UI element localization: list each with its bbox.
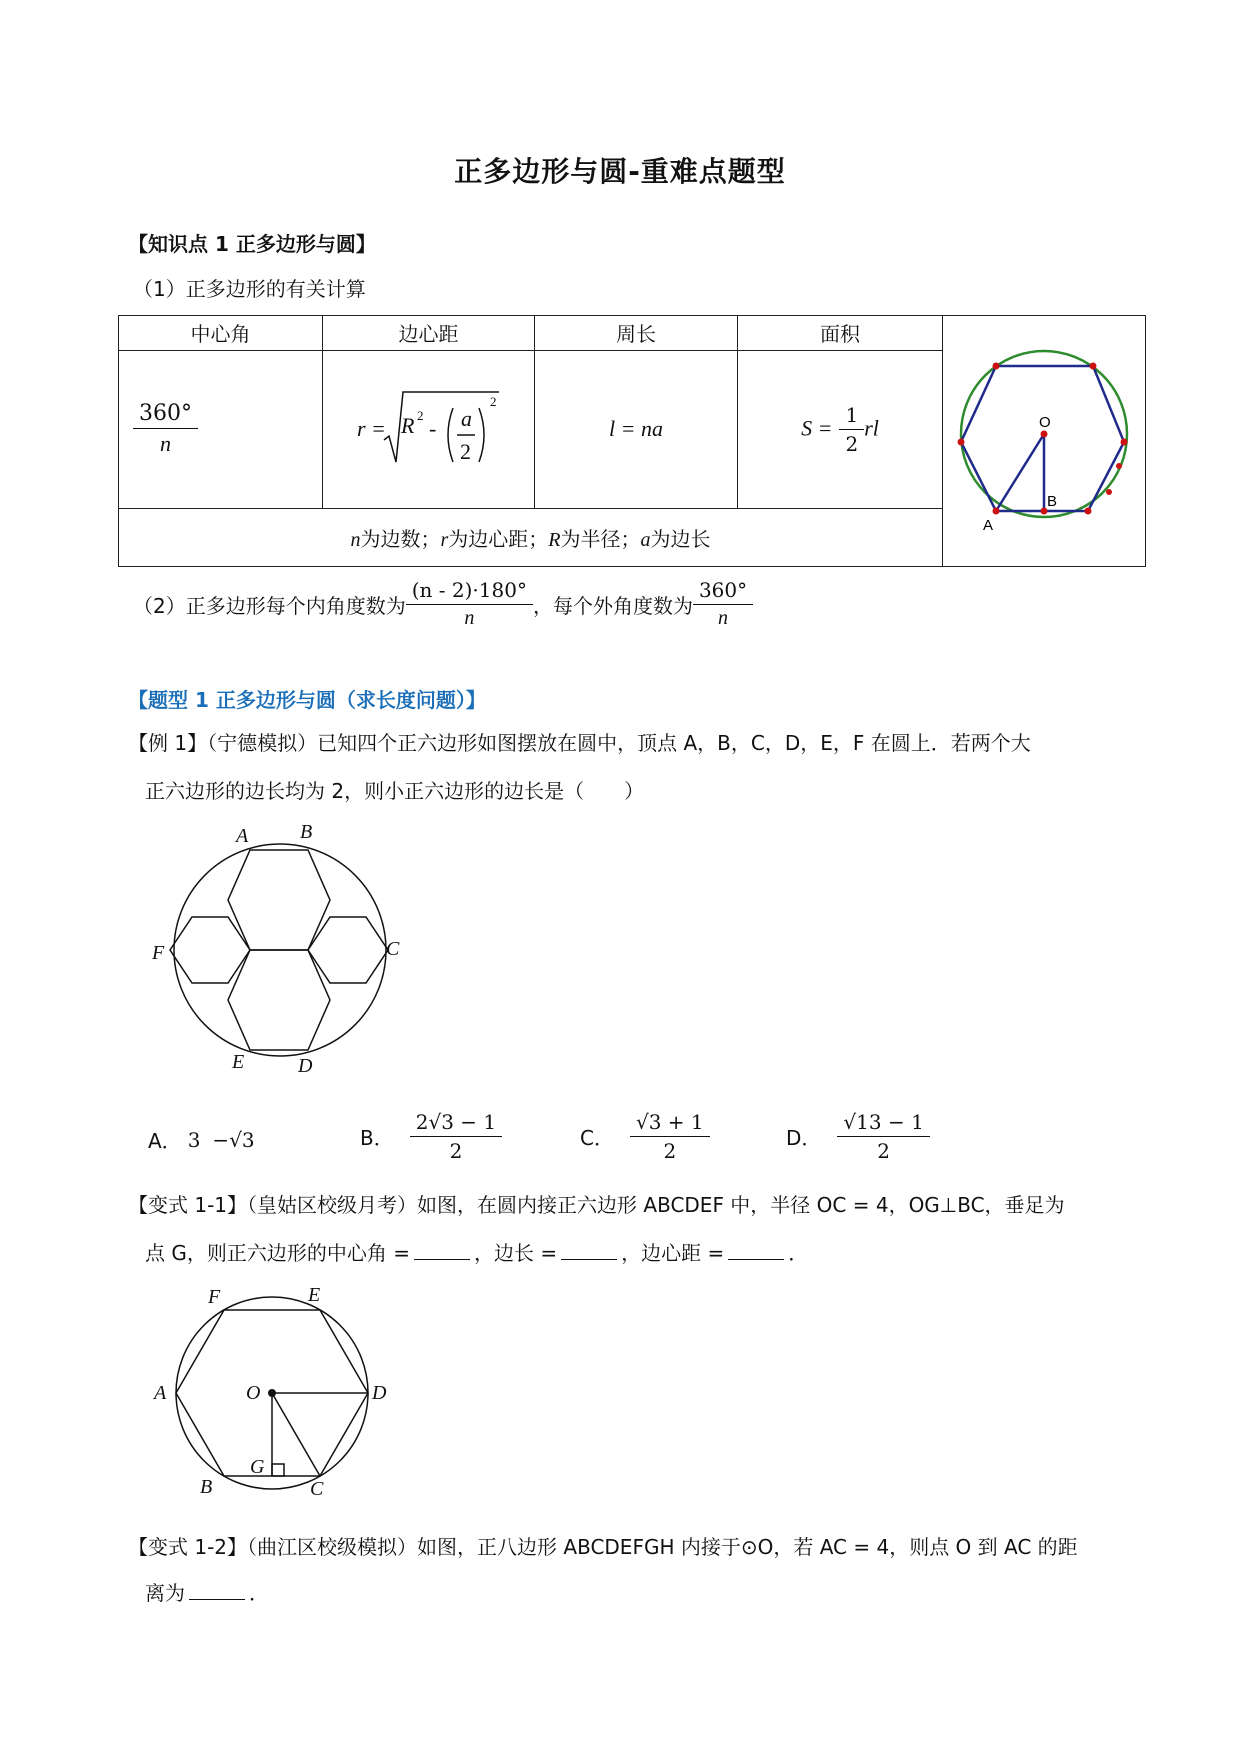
- knowledge-point-heading: 【知识点 1 正多边形与圆】: [128, 232, 376, 256]
- apothem-formula: [329, 382, 529, 472]
- svg-text:A: A: [236, 825, 249, 847]
- svg-text:B: B: [300, 821, 313, 843]
- header-perimeter: 周长: [535, 316, 738, 351]
- option-C[interactable]: C． $\frac{√3 + 1}{2}$: [580, 1110, 710, 1163]
- svg-text:E: E: [232, 1051, 245, 1073]
- central-angle-formula: $\frac{360^\circ}{n}$: [133, 401, 198, 457]
- variant1-1-line1: 【变式 1-1】（皇姑区校级月考）如图，在圆内接正六边形 ABCDEF 中，半径 OC = 4，OG⊥BC，垂足为: [128, 1193, 1065, 1217]
- header-central-angle: 中心角: [119, 316, 323, 351]
- cell-perimeter: l = na: [535, 350, 738, 509]
- part1-label: （1）正多边形的有关计算: [133, 277, 366, 301]
- page-title: 正多边形与圆-重难点题型: [454, 155, 786, 188]
- label-B: B: [1047, 493, 1058, 510]
- example1-line2: 正六边形的边长均为 2，则小正六边形的边长是（ ）: [145, 779, 645, 803]
- header-apothem: 边心距: [323, 316, 535, 351]
- svg-text:2: 2: [416, 408, 423, 424]
- label-O: O: [1039, 414, 1051, 431]
- svg-text:O: O: [246, 1382, 261, 1404]
- option-A[interactable]: A． 3 − √3: [148, 1127, 255, 1153]
- example1-line1: 【例 1】（宁德模拟）已知四个正六边形如图摆放在圆中，顶点 A，B，C，D，E，F 在圆上．若两个大: [128, 731, 1031, 755]
- four-hexagons-figure: [150, 820, 410, 1080]
- svg-text:G: G: [250, 1456, 265, 1478]
- header-area: 面积: [738, 316, 943, 351]
- formula-table: [118, 315, 1146, 567]
- label-A: A: [983, 517, 994, 534]
- part2-line: （2）正多边形每个内角度数为 $\frac{(n - 2)\cdot 180^\circ}{n}$ ，每个外角度数为 $\frac{360^\circ}{n}$: [133, 578, 753, 630]
- svg-text:R: R: [400, 413, 414, 439]
- blank-side-length[interactable]: [561, 1259, 617, 1260]
- svg-text:A: A: [154, 1382, 167, 1404]
- radius-OA: [996, 434, 1044, 511]
- svg-text:r =: r =: [356, 416, 386, 442]
- option-B[interactable]: B． $\frac{2√3 - 1}{2}$: [360, 1110, 502, 1163]
- svg-text:-: -: [428, 416, 436, 442]
- variant1-2-line1: 【变式 1-2】（曲江区校级模拟）如图，正八边形 ABCDEFGH 内接于⊙O，若 AC = 4，则点 O 到 AC 的距: [128, 1535, 1078, 1559]
- svg-text:a: a: [460, 406, 472, 432]
- blank-central-angle[interactable]: [414, 1259, 470, 1260]
- svg-text:C: C: [386, 938, 400, 960]
- variant1-1-line2: 点 G，则正六边形的中心角 = ，边长 = ，边心距 = ．: [145, 1241, 809, 1265]
- blank-apothem[interactable]: [728, 1259, 784, 1260]
- cell-central-angle: [119, 350, 323, 509]
- svg-text:F: F: [152, 942, 165, 964]
- exterior-angle-formula: $\frac{360^\circ}{n}$: [693, 578, 753, 630]
- inscribed-hexagon-abcdef-figure: [150, 1285, 400, 1505]
- inscribed-hexagon-figure: [943, 316, 1145, 562]
- svg-text:F: F: [208, 1286, 221, 1308]
- type1-heading: 【题型 1 正多边形与圆（求长度问题）】: [128, 688, 486, 712]
- table-legend: n为边数；r为边心距；R为半径；a为边长: [119, 509, 943, 567]
- option-D[interactable]: D． $\frac{√13 - 1}{2}$: [786, 1110, 930, 1163]
- cell-area: S = $\frac{1}{2}$ rl: [738, 350, 943, 509]
- blank-distance[interactable]: [189, 1599, 245, 1600]
- svg-text:D: D: [372, 1382, 387, 1404]
- svg-text:2: 2: [489, 394, 496, 410]
- cell-apothem: [323, 350, 535, 509]
- svg-text:2: 2: [459, 439, 471, 465]
- interior-angle-formula: $\frac{(n - 2)\cdot 180^\circ}{n}$: [406, 578, 533, 630]
- variant1-2-line2: 离为 ．: [145, 1581, 269, 1605]
- hexagon-figure-cell: [943, 316, 1146, 567]
- svg-text:E: E: [308, 1285, 321, 1306]
- svg-text:D: D: [298, 1055, 313, 1077]
- svg-text:B: B: [200, 1476, 213, 1498]
- svg-text:C: C: [310, 1478, 324, 1500]
